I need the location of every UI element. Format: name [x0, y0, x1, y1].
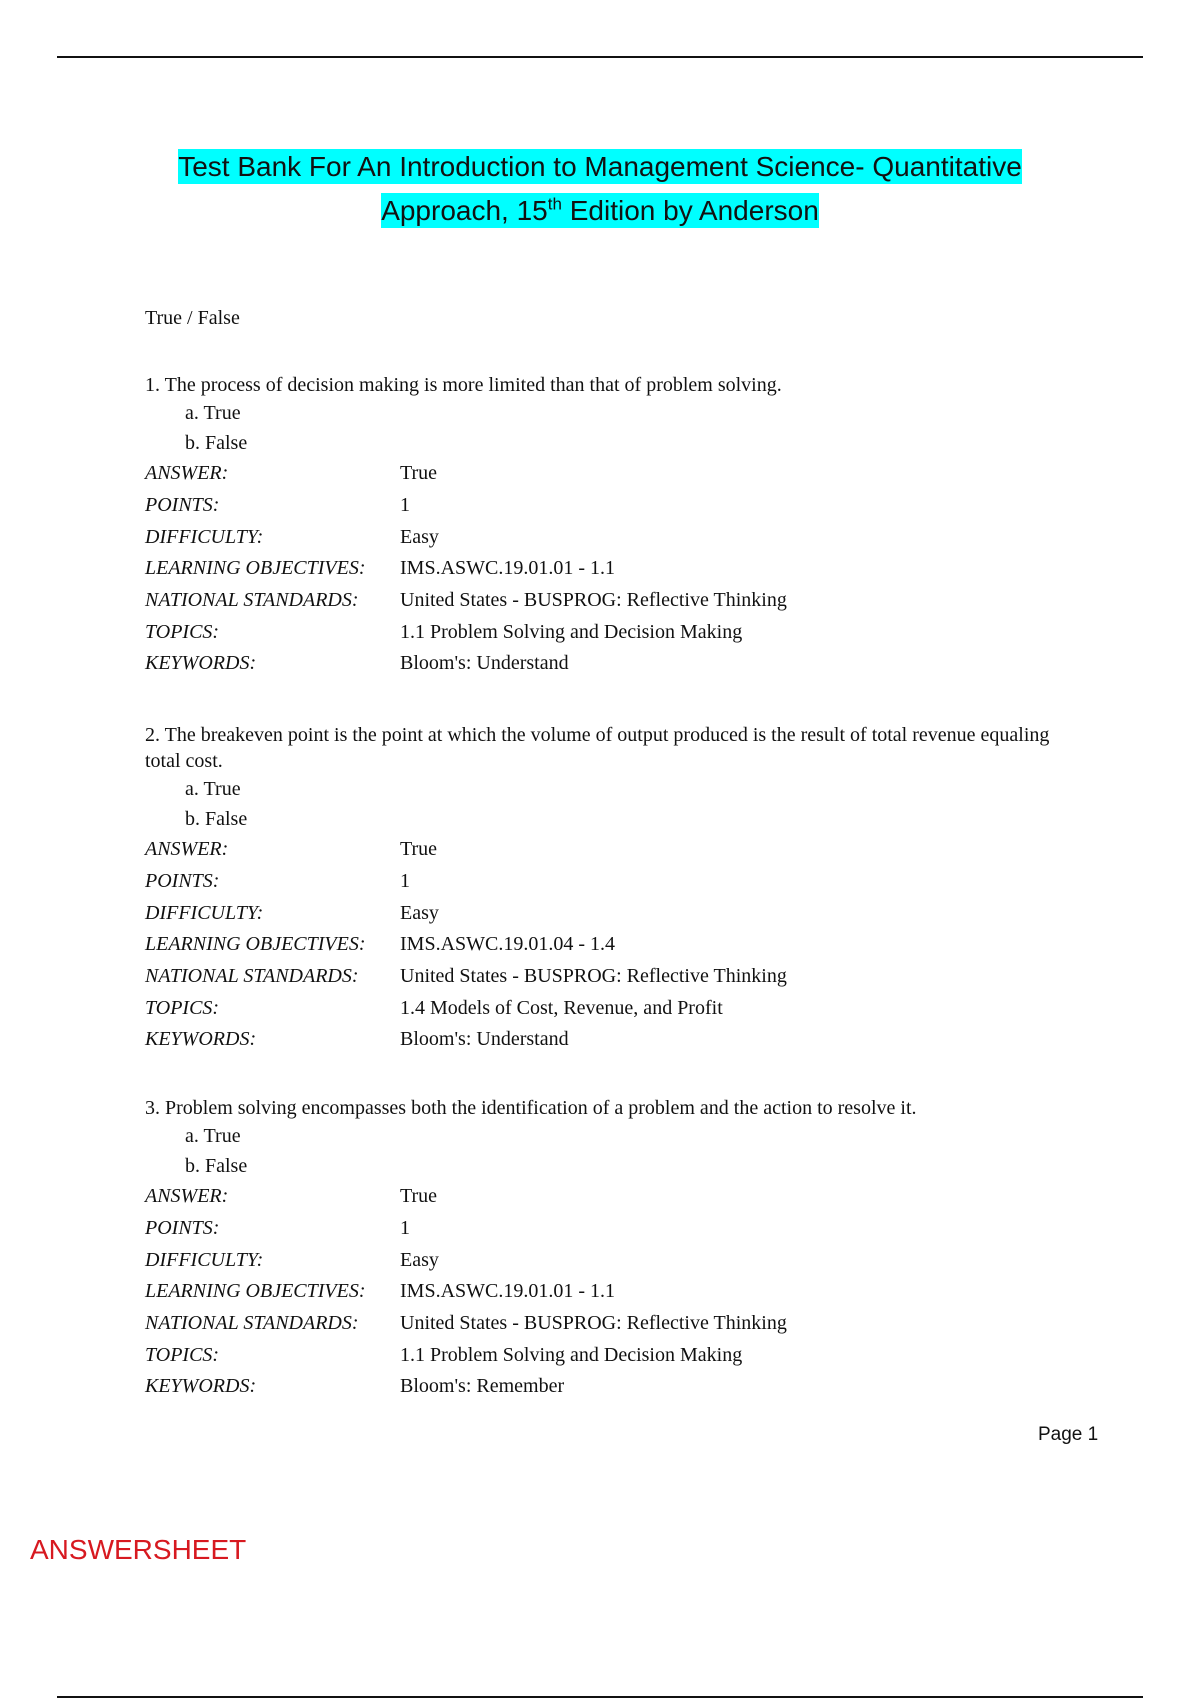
- answer-value: True: [400, 462, 438, 485]
- learning-objectives-value: IMS.ASWC.19.01.01 - 1.1: [400, 1280, 616, 1303]
- option-b: b. False: [185, 808, 248, 830]
- points-value: 1: [400, 870, 410, 893]
- topics-value: 1.4 Models of Cost, Revenue, and Profit: [400, 996, 723, 1019]
- question-3: [145, 1095, 1075, 1403]
- title-line-1: Test Bank For An Introduction to Management Science- Quantitative: [178, 151, 1022, 182]
- keywords-value: Bloom's: Remember: [400, 1375, 565, 1398]
- topics-row: [145, 1339, 1075, 1371]
- answer-label: ANSWER:: [145, 462, 229, 485]
- difficulty-label: DIFFICULTY:: [145, 901, 264, 924]
- question-text: 3. Problem solving encompasses both the identification of a problem and the action to resolve it.: [145, 1097, 917, 1119]
- section-heading: True / False: [145, 307, 240, 329]
- title-line-2-pre: Approach, 15: [381, 195, 548, 226]
- option-b: b. False: [185, 432, 248, 454]
- question-text: 1. The process of decision making is more limited than that of problem solving.: [145, 374, 782, 396]
- document-title: [0, 145, 1200, 233]
- learning-objectives-label: LEARNING OBJECTIVES:: [145, 1280, 366, 1303]
- keywords-label: KEYWORDS:: [145, 1028, 257, 1051]
- difficulty-value: Easy: [400, 525, 439, 548]
- topics-label: TOPICS:: [145, 996, 220, 1019]
- learning-objectives-row: [145, 1276, 1075, 1308]
- national-standards-value: United States - BUSPROG: Reflective Thinking: [400, 965, 787, 988]
- title-line-2: [381, 193, 819, 228]
- points-value: 1: [400, 1217, 410, 1240]
- difficulty-value: Easy: [400, 901, 439, 924]
- title-line-2-post: Edition by Anderson: [561, 195, 819, 226]
- option-a: a. True: [185, 778, 241, 800]
- title-superscript: th: [547, 194, 562, 214]
- difficulty-row: [145, 897, 1075, 929]
- learning-objectives-row: [145, 929, 1075, 961]
- keywords-row: [145, 1371, 1075, 1403]
- keywords-row: [145, 648, 1075, 680]
- learning-objectives-value: IMS.ASWC.19.01.01 - 1.1: [400, 557, 616, 580]
- difficulty-row: [145, 1244, 1075, 1276]
- points-label: POINTS:: [145, 870, 220, 893]
- learning-objectives-label: LEARNING OBJECTIVES:: [145, 933, 366, 956]
- topics-value: 1.1 Problem Solving and Decision Making: [400, 1343, 743, 1366]
- keywords-label: KEYWORDS:: [145, 1375, 257, 1398]
- difficulty-label: DIFFICULTY:: [145, 1248, 264, 1271]
- answersheet-watermark: ANSWERSHEET: [30, 1534, 247, 1565]
- answer-row: [145, 834, 1075, 866]
- keywords-label: KEYWORDS:: [145, 652, 257, 675]
- national-standards-label: NATIONAL STANDARDS:: [145, 589, 359, 612]
- national-standards-value: United States - BUSPROG: Reflective Thinking: [400, 1312, 787, 1335]
- bottom-rule: [57, 1696, 1143, 1698]
- learning-objectives-label: LEARNING OBJECTIVES:: [145, 557, 366, 580]
- keywords-value: Bloom's: Understand: [400, 652, 569, 675]
- points-row: [145, 490, 1075, 522]
- page-number: Page 1: [1038, 1424, 1099, 1445]
- answer-value: True: [400, 1185, 438, 1208]
- points-label: POINTS:: [145, 1217, 220, 1240]
- learning-objectives-row: [145, 553, 1075, 585]
- keywords-row: [145, 1024, 1075, 1056]
- answer-value: True: [400, 838, 438, 861]
- answer-row: [145, 458, 1075, 490]
- national-standards-label: NATIONAL STANDARDS:: [145, 965, 359, 988]
- topics-value: 1.1 Problem Solving and Decision Making: [400, 620, 743, 643]
- national-standards-row: [145, 1308, 1075, 1340]
- national-standards-label: NATIONAL STANDARDS:: [145, 1312, 359, 1335]
- question-2: [145, 722, 1075, 1056]
- topics-label: TOPICS:: [145, 620, 220, 643]
- learning-objectives-value: IMS.ASWC.19.01.04 - 1.4: [400, 933, 616, 956]
- points-value: 1: [400, 494, 410, 517]
- keywords-value: Bloom's: Understand: [400, 1028, 569, 1051]
- option-b: b. False: [185, 1155, 248, 1177]
- national-standards-row: [145, 585, 1075, 617]
- difficulty-row: [145, 521, 1075, 553]
- points-row: [145, 1213, 1075, 1245]
- question-text: 2. The breakeven point is the point at which the volume of output produced is the result of total revenue equaling total cost.: [145, 724, 1050, 772]
- points-label: POINTS:: [145, 494, 220, 517]
- answer-label: ANSWER:: [145, 1185, 229, 1208]
- difficulty-label: DIFFICULTY:: [145, 525, 264, 548]
- option-a: a. True: [185, 1125, 241, 1147]
- top-rule: [57, 56, 1143, 58]
- answer-row: [145, 1181, 1075, 1213]
- option-a: a. True: [185, 402, 241, 424]
- topics-row: [145, 616, 1075, 648]
- question-1: [145, 372, 1075, 680]
- national-standards-value: United States - BUSPROG: Reflective Thinking: [400, 589, 787, 612]
- national-standards-row: [145, 961, 1075, 993]
- topics-label: TOPICS:: [145, 1343, 220, 1366]
- difficulty-value: Easy: [400, 1248, 439, 1271]
- topics-row: [145, 992, 1075, 1024]
- answer-label: ANSWER:: [145, 838, 229, 861]
- points-row: [145, 866, 1075, 898]
